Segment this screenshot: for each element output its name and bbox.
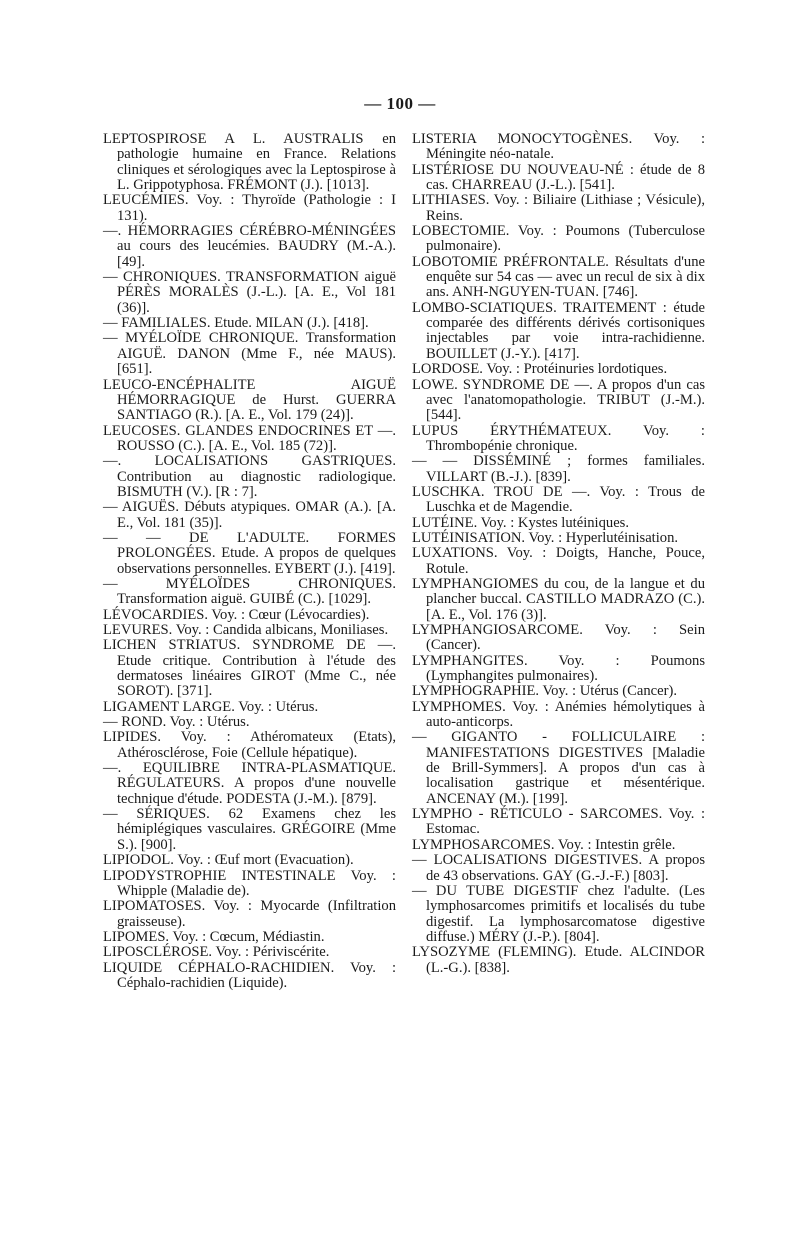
index-entry: LUSCHKA. TROU DE —. Voy. : Trous de Luschka et de Magendie. [412, 483, 705, 516]
index-entry: LOBECTOMIE. Voy. : Poumons (Tuberculose pulmonaire). [412, 223, 705, 255]
index-entry: —. EQUILIBRE INTRA-PLASMATIQUE. RÉGULATEURS. A propos d'une nouvelle technique d'étude. PODESTA (J.-M.). [879]. [103, 760, 396, 807]
index-entry: —. HÉMORRAGIES CÉRÉBRO-MÉNINGÉES au cours des leucémies. BAUDRY (M.-A.). [49]. [103, 223, 396, 270]
index-entry: LEPTOSPIROSE A L. AUSTRALIS en pathologie humaine en France. Relations cliniques et sérologiques avec la Leptospirose à L. Grippotyphosa. FRÉMONT (J.). [1013]. [103, 131, 396, 194]
index-entry: LIPIODOL. Voy. : Œuf mort (Evacuation). [103, 852, 354, 869]
index-entry: — GIGANTO - FOLLICULAIRE : MANIFESTATIONS DIGESTIVES [Maladie de Brill-Symmers]. A propos d'un cas à localisation gastrique et mésentérique. ANCENAY (M.). [199]. [412, 729, 705, 807]
index-entry: LIGAMENT LARGE. Voy. : Utérus. [103, 698, 319, 715]
index-entry: LICHEN STRIATUS. SYNDROME DE —. Etude critique. Contribution à l'étude des dermatoses linéaires GIROT (Mme C., née SOROT). [371]. [103, 637, 396, 700]
index-entry: — — DE L'ADULTE. FORMES PROLONGÉES. Etude. A propos de quelques observations personnelles. EYBERT (J.). [419]. [103, 529, 396, 577]
index-entry: LIPODYSTROPHIE INTESTINALE Voy. : Whipple (Maladie de). [103, 867, 396, 899]
index-entry: LYMPHANGIOSARCOME. Voy. : Sein (Cancer). [412, 622, 705, 654]
index-entry: LUTÉINE. Voy. : Kystes lutéiniques. [412, 514, 629, 531]
index-entry: LYMPHO - RÉTICULO - SARCOMES. Voy. : Estomac. [412, 806, 705, 838]
index-entry: LITHIASES. Voy. : Biliaire (Lithiase ; Vésicule), Reins. [412, 192, 705, 224]
index-entry: LUXATIONS. Voy. : Doigts, Hanche, Pouce, Rotule. [412, 545, 705, 577]
index-entry: LOWE. SYNDROME DE —. A propos d'un cas avec l'anatomopathologie. TRIBUT (J.-M.). [544]. [412, 376, 705, 424]
index-entry: LIPIDES. Voy. : Athéromateux (Etats), Athérosclérose, Foie (Cellule hépatique). [103, 729, 396, 761]
index-entry: LISTÉRIOSE DU NOUVEAU-NÉ : étude de 8 cas. CHARREAU (J.-L.). [541]. [412, 161, 705, 194]
index-entry: LEVURES. Voy. : Candida albicans, Moniliases. [103, 622, 389, 638]
index-entry: LYMPHOGRAPHIE. Voy. : Utérus (Cancer). [412, 683, 677, 700]
index-entry: LYMPHANGITES. Voy. : Poumons (Lymphangites pulmonaires). [412, 652, 705, 685]
index-entry: LIPOMES. Voy. : Cœcum, Médiastin. [103, 928, 325, 945]
index-entry: — CHRONIQUES. TRANSFORMATION aiguë PÉRÈS MORALÈS (J.-L.). [A. E., Vol 181 (36)]. [103, 269, 396, 316]
index-entry: —. LOCALISATIONS GASTRIQUES. Contribution au diagnostic radiologique. BISMUTH (V.). [R : 7]. [103, 453, 396, 500]
index-entry: LEUCÉMIES. Voy. : Thyroïde (Pathologie : I 131). [103, 192, 396, 224]
index-entry: — AIGUËS. Débuts atypiques. OMAR (A.). [A. E., Vol. 181 (35)]. [103, 499, 396, 531]
index-entry: — FAMILIALES. Etude. MILAN (J.). [418]. [103, 315, 369, 332]
index-entry: — MYÉLOÏDE CHRONIQUE. Transformation AIGUË. DANON (Mme F., née MAUS). [651]. [103, 330, 396, 378]
index-entry: LUPUS ÉRYTHÉMATEUX. Voy. : Thrombopénie chronique. [412, 422, 705, 454]
index-entry: — LOCALISATIONS DIGESTIVES. A propos de 43 observations. GAY (G.-J.-F.) [803]. [412, 852, 705, 884]
index-entry: LYMPHOSARCOMES. Voy. : Intestin grêle. [412, 836, 676, 853]
index-entry: — MYÉLOÏDES CHRONIQUES. Transformation aiguë. GUIBÉ (C.). [1029]. [103, 575, 396, 608]
index-entry: — SÉRIQUES. 62 Examens chez les hémiplégiques vasculaires. GRÉGOIRE (Mme S.). [900]. [103, 806, 396, 853]
page-number: — 100 — [364, 94, 436, 113]
index-entry: LYSOZYME (FLEMING). Etude. ALCINDOR (L.-G.). [838]. [412, 944, 705, 976]
index-entry: LISTERIA MONOCYTOGÈNES. Voy. : Méningite néo-natale. [412, 131, 705, 163]
index-entry: LIQUIDE CÉPHALO-RACHIDIEN. Voy. : Céphalo-rachidien (Liquide). [103, 959, 396, 991]
index-entry: LÉVOCARDIES. Voy. : Cœur (Lévocardies). [103, 606, 370, 623]
index-entry: — — DISSÉMINÉ ; formes familiales. VILLART (B.-J.). [839]. [412, 453, 705, 485]
index-column-right [412, 132, 705, 976]
index-entry: LORDOSE. Voy. : Protéinuries lordotiques. [412, 361, 668, 378]
index-entry: LYMPHOMES. Voy. : Anémies hémolytiques à auto-anticorps. [412, 698, 705, 731]
index-entry: LIPOSCLÉROSE. Voy. : Périviscérite. [103, 944, 330, 961]
index-entry: — ROND. Voy. : Utérus. [103, 714, 250, 731]
index-column-left [103, 132, 396, 991]
index-entry: LOMBO-SCIATIQUES. TRAITEMENT : étude comparée des différents dérivés cortisoniques injectables par voie intra-rachidienne. BOUILLET (J.-Y.). [417]. [412, 299, 705, 362]
index-entry: LOBOTOMIE PRÉFRONTALE. Résultats d'une enquête sur 54 cas — avec un recul de six à dix ans. ANH-NGUYEN-TUAN. [746]. [412, 253, 705, 301]
index-entry: — DU TUBE DIGESTIF chez l'adulte. (Les lymphosarcomes primitifs et localisés du tube digestif. La lymphosarcomatose digestive diffuse.) MÉRY (J.-P.). [804]. [412, 882, 705, 945]
index-entry: LEUCO-ENCÉPHALITE AIGUË HÉMORRAGIQUE de Hurst. GUERRA SANTIAGO (R.). [A. E., Vol. 179 (24)]. [103, 376, 396, 424]
index-entry: LIPOMATOSES. Voy. : Myocarde (Infiltration graisseuse). [103, 898, 396, 930]
index-entry: LYMPHANGIOMES du cou, de la langue et du plancher buccal. CASTILLO MADRAZO (C.). [A. E., Vol. 176 (3)]. [412, 575, 705, 623]
index-entry: LUTÉINISATION. Voy. : Hyperlutéinisation. [412, 529, 679, 546]
index-entry: LEUCOSES. GLANDES ENDOCRINES ET —. ROUSSO (C.). [A. E., Vol. 185 (72)]. [103, 422, 396, 454]
